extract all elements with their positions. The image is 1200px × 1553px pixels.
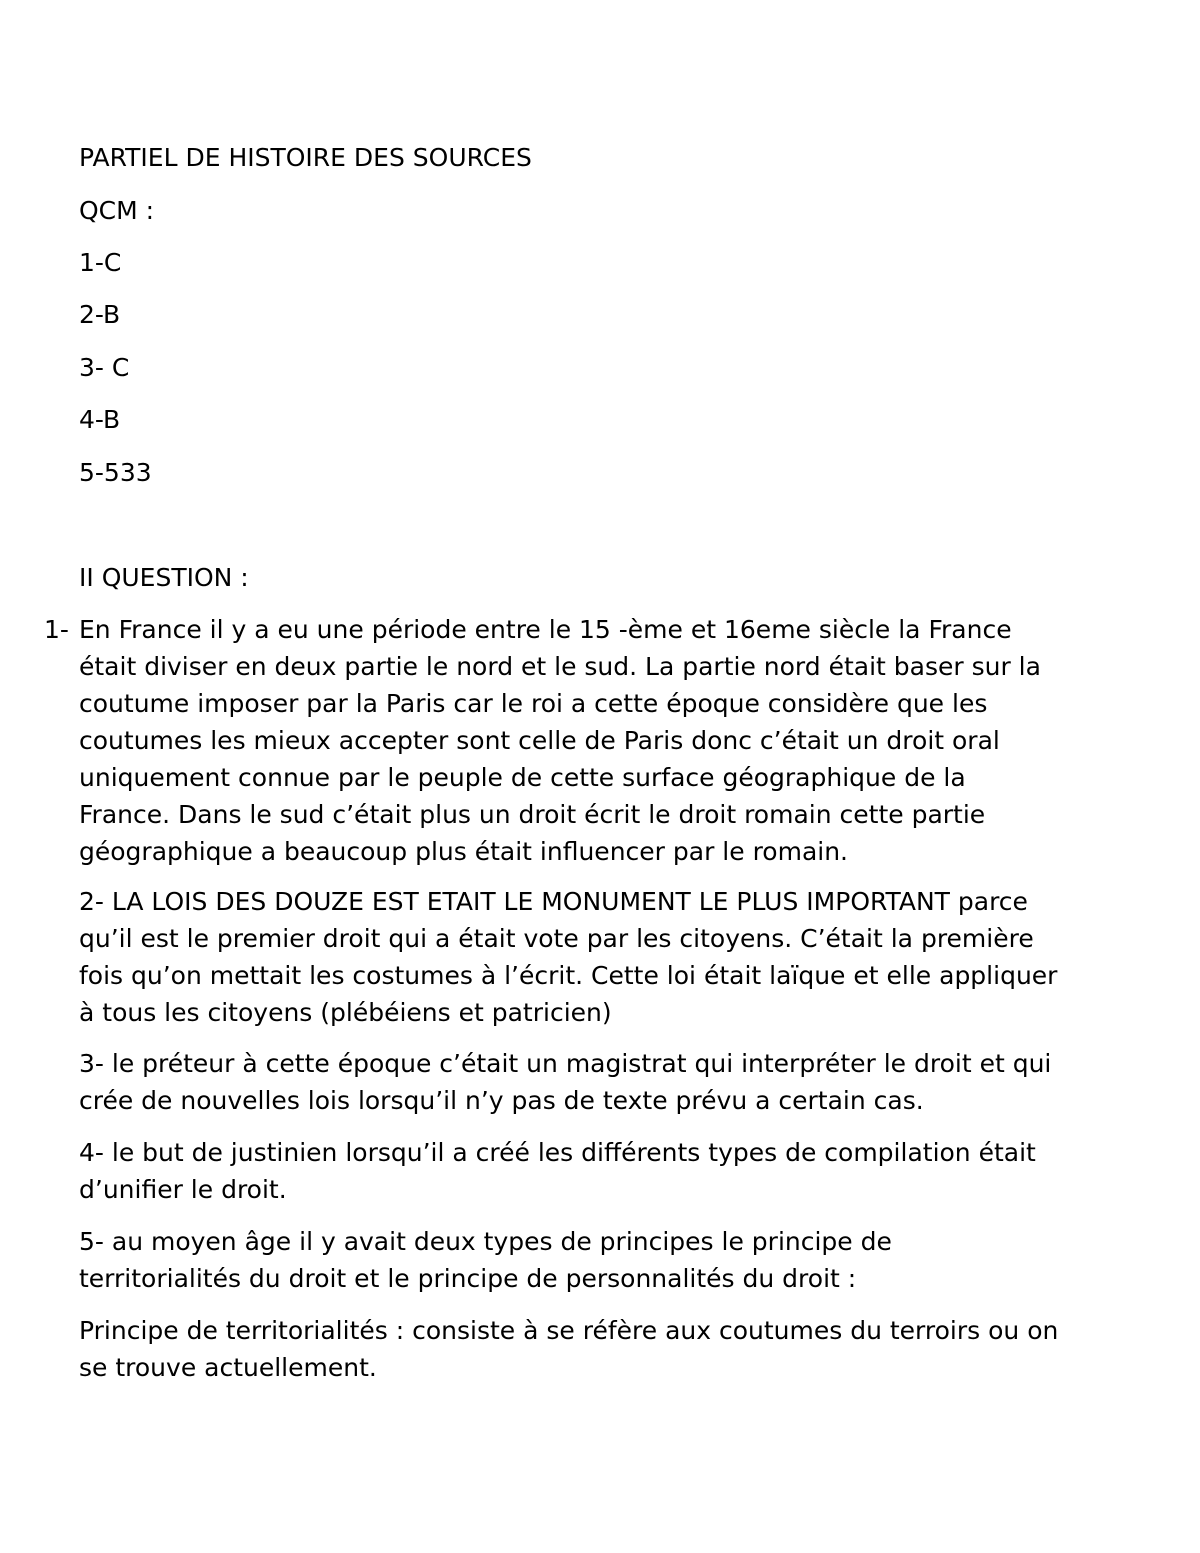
text-line: uniquement connue par le peuple de cette surface géographique de la [79, 763, 966, 792]
text-line: 4- le but de justinien lorsqu’il a créé les différents types de compilation était [79, 1138, 1036, 1167]
text-line: crée de nouvelles lois lorsqu’il n’y pas de texte prévu a certain cas. [79, 1086, 924, 1115]
text-line: fois qu’on mettait les costumes à l’écrit. Cette loi était laïque et elle appliquer [79, 961, 1058, 990]
question-5-answer [79, 1223, 1169, 1297]
qcm-heading: QCM : [79, 196, 155, 225]
text-line: à tous les citoyens (plébéiens et patricien) [79, 998, 612, 1027]
question-2-answer [79, 883, 1169, 1031]
text-line: qu’il est le premier droit qui a était vote par les citoyens. C’était la première [79, 924, 1034, 953]
text-line: était diviser en deux partie le nord et le sud. La partie nord était baser sur la [79, 652, 1041, 681]
text-line: coutume imposer par la Paris car le roi a cette époque considère que les [79, 689, 988, 718]
text-line: Principe de territorialités : consiste à se réfère aux coutumes du terroirs ou on [79, 1316, 1059, 1345]
text-line: En France il y a eu une période entre le 15 -ème et 16eme siècle la France [79, 615, 1012, 644]
qcm-answer: 3- C [79, 353, 130, 382]
question-1-answer [79, 611, 1169, 870]
text-line: se trouve actuellement. [79, 1353, 377, 1382]
text-line: d’unifier le droit. [79, 1175, 287, 1204]
text-line: territorialités du droit et le principe de personnalités du droit : [79, 1264, 857, 1293]
qcm-answer: 2-B [79, 300, 121, 329]
questions-heading: II QUESTION : [79, 563, 249, 592]
qcm-answer: 1-C [79, 248, 122, 277]
text-line: France. Dans le sud c’était plus un droit écrit le droit romain cette partie [79, 800, 986, 829]
text-line: coutumes les mieux accepter sont celle de Paris donc c’était un droit oral [79, 726, 1000, 755]
question-3-answer [79, 1045, 1169, 1119]
text-line: 2- LA LOIS DES DOUZE EST ETAIT LE MONUMENT LE PLUS IMPORTANT parce [79, 887, 1028, 916]
question-4-answer [79, 1134, 1169, 1208]
principe-territorialite [79, 1312, 1169, 1386]
document-title: PARTIEL DE HISTOIRE DES SOURCES [79, 143, 532, 172]
text-line: 3- le préteur à cette époque c’était un magistrat qui interpréter le droit et qui [79, 1049, 1052, 1078]
qcm-answer: 5-533 [79, 458, 152, 487]
text-line: 5- au moyen âge il y avait deux types de principes le principe de [79, 1227, 892, 1256]
qcm-answer: 4-B [79, 405, 121, 434]
text-line: géographique a beaucoup plus était influencer par le romain. [79, 837, 849, 866]
question-1-number: 1- [44, 615, 69, 644]
